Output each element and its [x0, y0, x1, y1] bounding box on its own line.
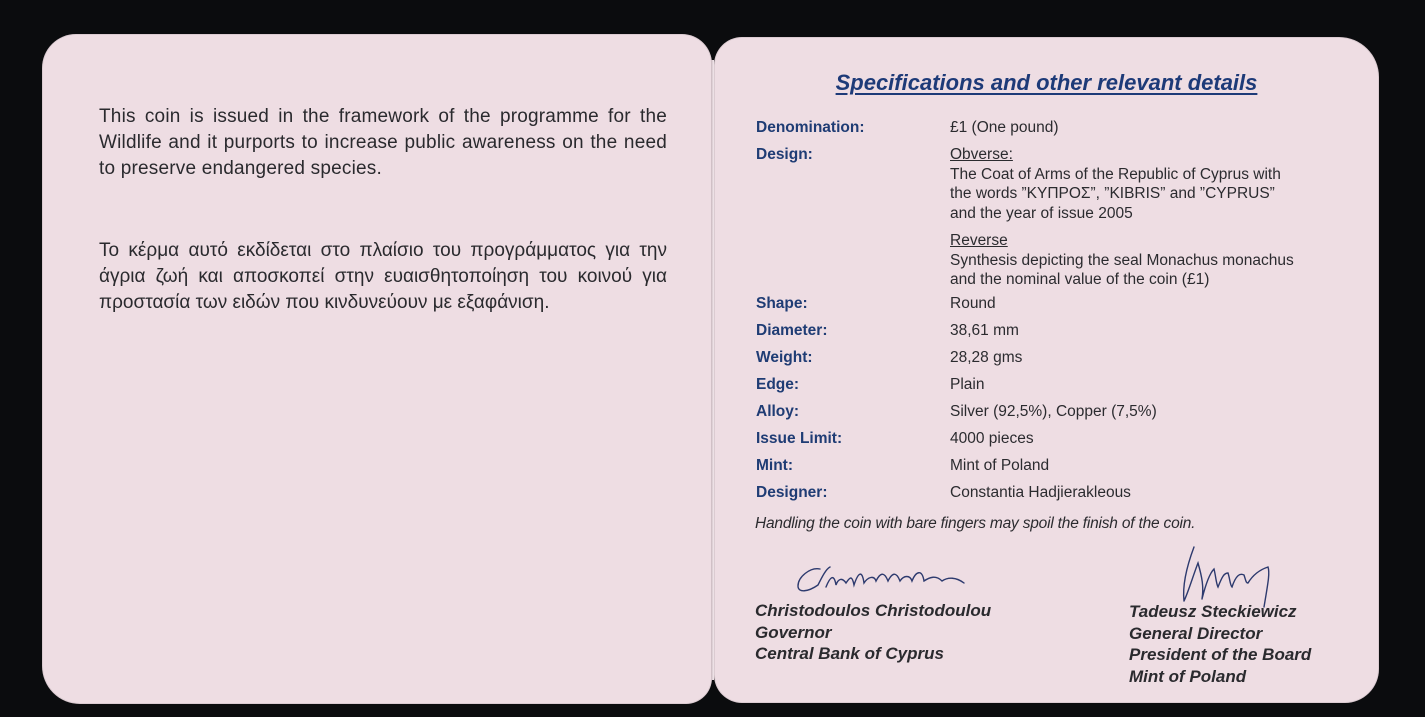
mint-label: Mint: — [756, 456, 794, 474]
reverse-heading: Reverse — [950, 232, 1008, 249]
weight-label: Weight: — [756, 348, 813, 366]
weight-value: 28,28 gms — [950, 348, 1023, 366]
signatory-right-org: Mint of Poland — [1129, 666, 1247, 686]
denomination-value: £1 (One pound) — [950, 119, 1059, 136]
issue-limit-value: 4000 pieces — [950, 429, 1034, 447]
spec-row-alloy — [756, 398, 1356, 425]
design-spacer — [950, 223, 1356, 231]
shape-value: Round — [950, 294, 996, 312]
diameter-label: Diameter: — [756, 321, 828, 339]
spec-row-mint — [756, 452, 1356, 479]
obverse-line: and the year of issue 2005 — [950, 204, 1133, 222]
signatory-left-name: Christodoulos Christodoulou — [755, 601, 992, 620]
handling-note: Handling the coin with bare fingers may spoil the finish of the coin. — [755, 515, 1196, 532]
design-value — [950, 141, 1356, 290]
mint-value: Mint of Poland — [950, 456, 1050, 474]
designer-value: Constantia Hadjierakleous — [950, 483, 1131, 501]
spec-row-weight — [756, 344, 1356, 371]
specifications-table — [756, 114, 1356, 506]
issue-limit-label: Issue Limit: — [756, 429, 843, 447]
obverse-line: the words ”ΚΥΠΡΟΣ”, ”KIBRIS” and ”CYPRUS” — [950, 185, 1275, 202]
signatory-right-title: General Director — [1129, 623, 1263, 643]
edge-value: Plain — [950, 375, 985, 393]
spec-row-edge — [756, 371, 1356, 398]
right-panel — [714, 37, 1379, 703]
spec-row-designer — [756, 479, 1356, 506]
shape-label: Shape: — [756, 294, 808, 312]
alloy-value: Silver (92,5%), Copper (7,5%) — [950, 402, 1157, 420]
spec-row-design — [756, 141, 1356, 290]
governor-signature — [792, 559, 982, 599]
obverse-heading: Obverse: — [950, 146, 1013, 163]
signatory-left — [755, 600, 991, 665]
left-panel — [42, 34, 712, 704]
specifications-title: Specifications and other relevant details — [835, 70, 1258, 95]
signatory-right-name: Tadeusz Steckiewicz — [1129, 602, 1297, 621]
spec-row-shape — [756, 290, 1356, 317]
alloy-label: Alloy: — [756, 402, 800, 420]
obverse-line: The Coat of Arms of the Republic of Cyprus with — [950, 165, 1281, 183]
edge-label: Edge: — [756, 375, 800, 393]
signatory-right — [1129, 601, 1311, 687]
designer-label: Designer: — [756, 483, 828, 501]
reverse-line: Synthesis depicting the seal Monachus monachus — [950, 251, 1294, 269]
signatory-left-title: Governor — [755, 622, 832, 642]
denomination-label: Denomination: — [756, 119, 865, 136]
signatory-left-org: Central Bank of Cyprus — [755, 644, 944, 663]
greek-description: Το κέρμα αυτό εκδίδεται στο πλαίσιο του προγράμματος για την άγρια ζωή και αποσκοπεί στην ευαισθητοποίηση του κοινού για προστασία των ειδών που κινδυνεύουν με εξαφάνιση. — [99, 240, 667, 313]
diameter-value: 38,61 mm — [950, 321, 1019, 339]
spec-row-issue-limit — [756, 425, 1356, 452]
signatory-right-title2: President of the Board — [1129, 645, 1312, 664]
design-label: Design: — [756, 146, 813, 163]
reverse-line: and the nominal value of the coin (£1) — [950, 271, 1210, 288]
spec-row-denomination — [756, 114, 1356, 141]
spec-row-diameter — [756, 317, 1356, 344]
english-description: This coin is issued in the framework of the programme for the Wildlife and it purports to increase public awareness on the need to preserve endangered species. — [99, 106, 667, 179]
